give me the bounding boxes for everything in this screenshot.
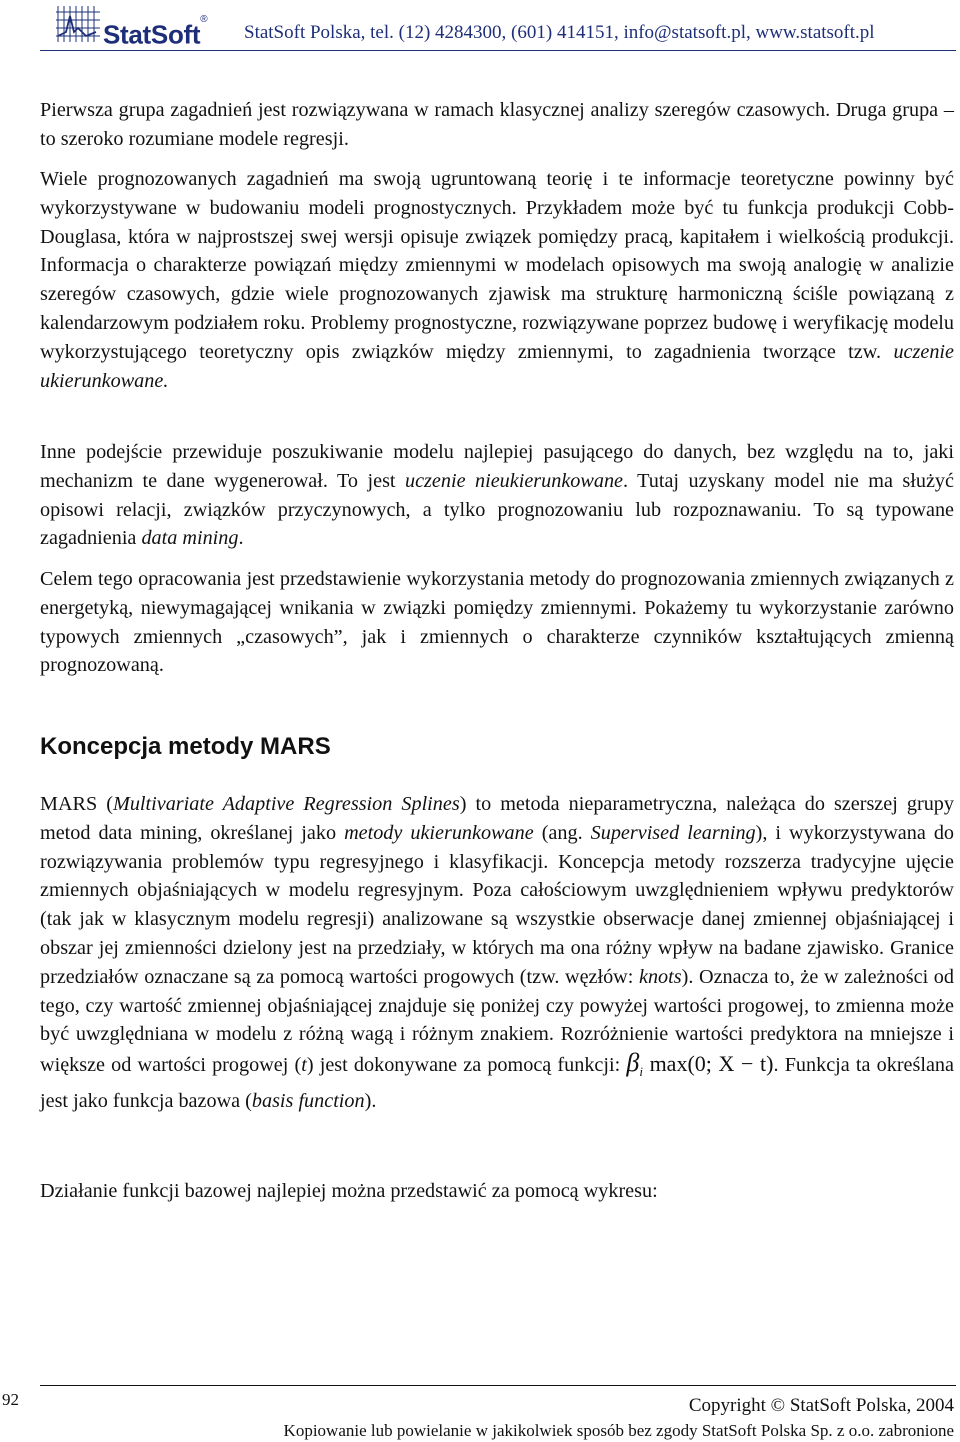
paragraph-3: Inne podejście przewiduje poszukiwanie modelu najlepiej pasującego do danych, bez względu na to, jaki mechanizm te dane wygenerował. To jest uczenie nieukierunkowane. Tutaj uzyskany model nie ma służyć opisowi relacji, związków przyczynowych, a tylko prognozowaniu lub rozpoznawaniu. To są typowane zagadnienia data mining. [40,441,954,550]
statsoft-logo-icon [56,2,100,44]
footer-copyright: Copyright © StatSoft Polska, 2004 [688,1395,954,1416]
header-divider [40,50,956,51]
page-number: 92 [2,1390,19,1409]
paragraph-6: Działanie funkcji bazowej najlepiej można przedstawić za pomocą wykresu: [40,1180,658,1202]
header-contact: StatSoft Polska, tel. (12) 4284300, (601) 414151, info@statsoft.pl, www.statsoft.pl [244,22,875,43]
paragraph-1: Pierwsza grupa zagadnień jest rozwiązywana w ramach klasycznej analizy szeregów czasowych. Druga grupa – to szeroko rozumiane modele regresji. [40,99,954,150]
paragraph-4: Celem tego opracowania jest przedstawienie wykorzystania metody do prognozowania zmiennych związanych z energetyką, niewymagającej wnikania w związki pomiędzy zmiennymi. Pokażemy tu wykorzystanie zarówno typowych zmiennych „czasowych”, jak i zmiennych o charakterze czynników kształtujących zmienną prognozowaną. [40,568,954,677]
section-heading: Koncepcja metody MARS [40,733,331,760]
footer-divider [40,1385,956,1386]
logo-text: StatSoft® [103,14,208,50]
footer-notice: Kopiowanie lub powielanie w jakikolwiek sposób bez zgody StatSoft Polska Sp. z o.o. zabronione [283,1421,954,1440]
paragraph-5: MARS (Multivariate Adaptive Regression Splines) to metoda nieparametryczna, należąca do szerszej grupy metod data mining, określanej jako metody ukierunkowane (ang. Supervised learning), i wykorzystywana do rozwiązywania problemów typu regresyjnego i klasyfikacji. Koncepcja metody rozszerza tradycyjne ujęcie zmiennych objaśniających w modelu regresyjnym. Poza całościowym uwzględnieniem wpływu predyktorów (tak jak w klasycznym modelu regresji) analizowane są wszystkie obserwacje danej zmiennej objaśniającej i obszar jej zmienności dzielony jest na przedziały, w których ma ona różny wpływ na badane zjawisko. Granice przedziałów oznaczane są za pomocą wartości progowych (tzw. węzłów: knots). Oznacza to, że w zależności od tego, czy wartość zmiennej objaśniającej znajduje się poniżej czy powyżej wartości progowej, to zmienna może być uwzględniana w modelu z różną wagą i różnym znakiem. Rozróżnienie wartości predyktora na mniejsze i większe od wartości progowej (t) jest dokonywane za pomocą funkcji: $\beta_i$ max(0; X − t). Funkcja ta określana jest jako funkcja bazowa (basis function). [40,793,955,1112]
basis-function-formula: $\beta_i$ max(0; X − t) [626,1048,774,1080]
page-header [0,0,960,50]
paragraph-2: Wiele prognozowanych zagadnień ma swoją ugruntowaną teorię i te informacje teoretyczne powinny być wykorzystywane w budowaniu modeli prognostycznych. Przykładem może być tu funkcja produkcji Cobb-Douglasa, która w najprostszej swej wersji opisuje związek pomiędzy pracą, kapitałem i wielkością produkcji. Informacja o charakterze powiązań między zmiennymi w modelach opisowych ma swoją analogię w analizie szeregów czasowych, gdzie wiele prognozowanych zjawisk ma strukturę harmoniczną ściśle powiązaną z kalendarzowym podziałem roku. Problemy prognostyczne, rozwiązywane poprzez budowę i weryfikację modelu wykorzystującego teoretyczny opis związków między zmiennymi, to zagadnienia tworzące tzw. uczenie ukierunkowane. [40,168,954,392]
